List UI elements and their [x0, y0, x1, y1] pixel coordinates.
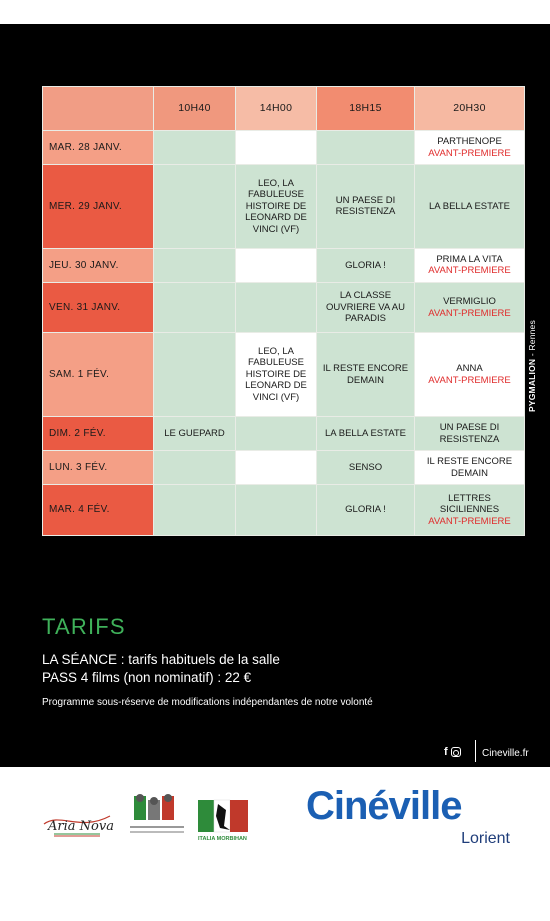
premiere-badge: AVANT-PREMIERE: [428, 147, 511, 159]
schedule-row: [43, 131, 525, 165]
film-title: LETTRES SICILIENNES: [439, 492, 500, 516]
film-title: GLORIA !: [345, 504, 386, 516]
website-link[interactable]: Cineville.fr: [482, 748, 529, 759]
film-title: IL RESTE ENCORE DEMAIN: [426, 456, 513, 479]
brand-location: Lorient: [461, 830, 510, 847]
instagram-icon[interactable]: [451, 747, 461, 757]
film-title: IL RESTE ENCORE DEMAIN: [322, 363, 409, 386]
tarif-seance: LA SÉANCE : tarifs habituels de la salle: [42, 652, 280, 667]
italia-morbihan-text: ITALIA MORBIHAN: [198, 836, 247, 842]
screening-cell: [154, 333, 236, 416]
screening-cell: [415, 333, 525, 416]
screening-cell: [317, 485, 415, 536]
screening-cell: [154, 416, 236, 450]
screening-cell: [415, 165, 525, 248]
schedule-table: [42, 86, 525, 536]
screening-cell: [415, 416, 525, 450]
credit-studio: PYGMALION: [527, 358, 537, 412]
premiere-badge: AVANT-PREMIERE: [428, 265, 511, 277]
screening-cell: [154, 248, 236, 282]
screening-cell: [236, 165, 317, 248]
screening-cell: [317, 131, 415, 165]
screening-cell: [317, 451, 415, 485]
partner-logos: [40, 790, 260, 850]
footer-divider: [475, 740, 476, 762]
film-title: VERMIGLIO: [443, 296, 496, 308]
film-title: UN PAESE DI RESISTENZA: [335, 194, 396, 218]
film-title: LA BELLA ESTATE: [325, 427, 406, 439]
screening-cell: [415, 282, 525, 333]
premiere-badge: AVANT-PREMIERE: [428, 515, 511, 527]
film-title: ANNA: [456, 363, 483, 375]
screening-cell: [317, 282, 415, 333]
premiere-badge: AVANT-PREMIERE: [428, 374, 511, 386]
film-title: LA CLASSE OUVRIERE VA AU PARADIS: [325, 290, 405, 325]
aria-nova-logo: [40, 802, 116, 846]
design-credit: [527, 320, 537, 412]
screening-cell: [236, 485, 317, 536]
day-label: SAM. 1 FÉV.: [43, 333, 154, 416]
schedule-row: [43, 165, 525, 248]
screening-cell: [236, 248, 317, 282]
screening-cell: [154, 131, 236, 165]
screening-cell: [154, 282, 236, 333]
screening-cell: [236, 333, 317, 416]
film-title: LEO, LA FABULEUSE HISTOIRE DE LEONARD DE VINCI (VF): [245, 345, 307, 403]
schedule-row: [43, 282, 525, 333]
top-margin: [0, 0, 550, 24]
screening-cell: [154, 451, 236, 485]
day-label: LUN. 3 FÉV.: [43, 451, 154, 485]
credit-city: - Rennes: [527, 320, 537, 359]
screening-cell: [317, 165, 415, 248]
screening-cell: [415, 131, 525, 165]
screening-cell: [236, 282, 317, 333]
film-title: LE GUEPARD: [164, 427, 225, 439]
film-title: PARTHENOPE: [437, 136, 502, 148]
day-label: MER. 29 JANV.: [43, 165, 154, 248]
programme-notice: Programme sous-réserve de modifications indépendantes de notre volonté: [42, 697, 373, 708]
italia-morbihan-logo: [196, 796, 252, 844]
schedule-header-row: [43, 87, 525, 131]
time-header: 14H00: [236, 87, 317, 131]
film-title: SENSO: [348, 461, 383, 473]
schedule-row: [43, 248, 525, 282]
tarifs-title: TARIFS: [42, 614, 126, 639]
day-label: DIM. 2 FÉV.: [43, 416, 154, 450]
film-title: PRIMA LA VITA: [436, 253, 503, 265]
schedule-row: [43, 451, 525, 485]
brand-name: Cinéville: [306, 784, 462, 828]
association-logo: [124, 790, 190, 844]
day-label: MAR. 28 JANV.: [43, 131, 154, 165]
time-header: 20H30: [415, 87, 525, 131]
cineville-logo: [306, 784, 516, 854]
screening-cell: [154, 165, 236, 248]
screening-cell: [317, 333, 415, 416]
film-title: LA BELLA ESTATE: [429, 200, 510, 212]
screening-cell: [236, 451, 317, 485]
day-label: JEU. 30 JANV.: [43, 248, 154, 282]
schedule-row: [43, 333, 525, 416]
screening-cell: [415, 451, 525, 485]
screening-cell: [154, 485, 236, 536]
day-label: VEN. 31 JANV.: [43, 282, 154, 333]
screening-cell: [236, 416, 317, 450]
header-corner: [43, 87, 154, 131]
facebook-icon[interactable]: f: [444, 746, 448, 758]
film-title: GLORIA !: [345, 259, 386, 271]
film-title: UN PAESE DI RESISTENZA: [439, 422, 500, 445]
film-title: LEO, LA FABULEUSE HISTOIRE DE LEONARD DE VINCI (VF): [245, 177, 307, 235]
schedule-row: [43, 485, 525, 536]
screening-cell: [236, 131, 317, 165]
time-header: 10H40: [154, 87, 236, 131]
tarif-pass: PASS 4 films (non nominatif) : 22 €: [42, 670, 252, 685]
schedule-row: [43, 416, 525, 450]
day-label: MAR. 4 FÉV.: [43, 485, 154, 536]
screening-cell: [317, 416, 415, 450]
social-links: [444, 746, 461, 758]
screening-cell: [317, 248, 415, 282]
screening-cell: [415, 248, 525, 282]
svg-text:Aria Nova: Aria Nova: [48, 819, 114, 834]
screening-cell: [415, 485, 525, 536]
time-header: 18H15: [317, 87, 415, 131]
premiere-badge: AVANT-PREMIERE: [428, 307, 511, 319]
